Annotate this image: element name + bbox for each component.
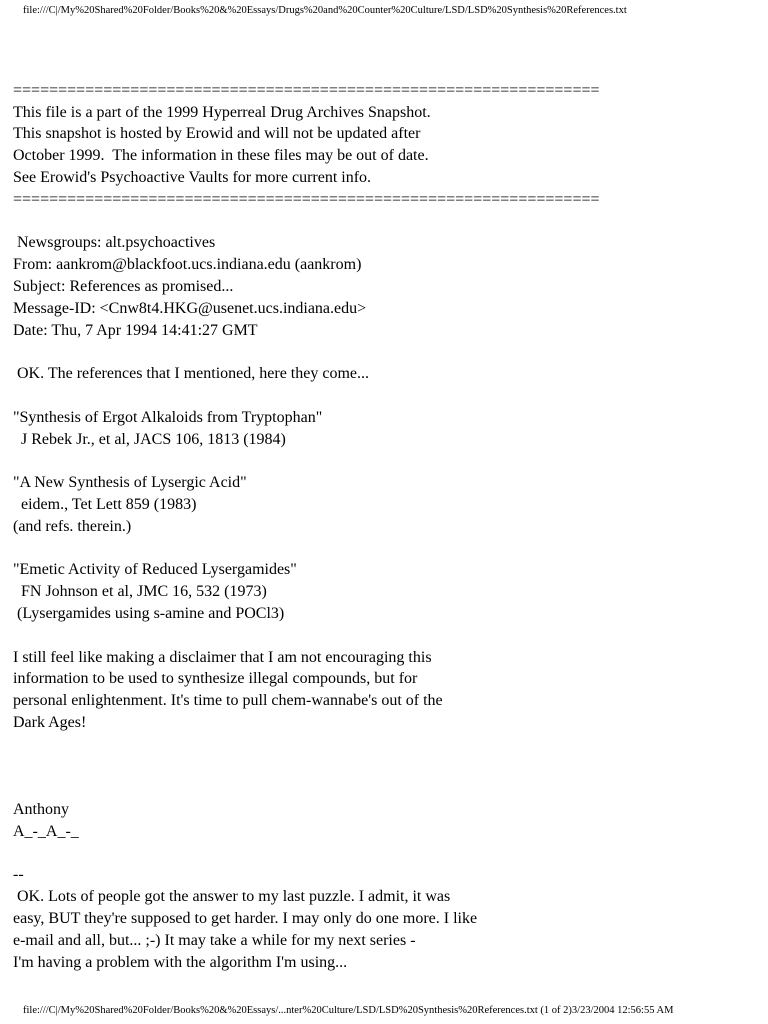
blank-line [13, 625, 753, 647]
separator-line: ================================================================= [13, 190, 600, 208]
signature-name: Anthony [13, 801, 69, 819]
snapshot-notice-line: October 1999. The information in these files may be out of date. [13, 147, 429, 165]
blank-line [13, 450, 753, 472]
blank-line [13, 756, 753, 778]
snapshot-notice-line: See Erowid's Psychoactive Vaults for more current info. [13, 168, 372, 186]
reference-citation: FN Johnson et al, JMC 16, 532 (1973) [13, 583, 267, 601]
puzzle-note-line: I'm having a problem with the algorithm I'm using... [13, 953, 348, 971]
disclaimer-line: personal enlightenment. It's time to pull chem-wannabe's out of the [13, 692, 443, 710]
snapshot-notice-line: This file is a part of the 1999 Hyperreal Drug Archives Snapshot. [13, 103, 431, 121]
from-header: From: aankrom@blackfoot.ucs.indiana.edu (aankrom) [13, 256, 362, 274]
intro-line: OK. The references that I mentioned, here they come... [13, 365, 369, 383]
reference-title: "Synthesis of Ergot Alkaloids from Tryptophan" [13, 408, 323, 426]
disclaimer-line: I still feel like making a disclaimer that I am not encouraging this [13, 648, 432, 666]
blank-line [13, 211, 753, 233]
date-header: Date: Thu, 7 Apr 1994 14:41:27 GMT [13, 321, 258, 339]
blank-line [13, 734, 753, 756]
puzzle-note-line: easy, BUT they're supposed to get harder. I may only do one more. I like [13, 910, 478, 928]
document-body [13, 58, 753, 973]
signature-separator: -- [13, 866, 24, 884]
message-id-header: Message-ID: <Cnw8t4.HKG@usenet.ucs.indiana.edu> [13, 299, 367, 317]
blank-line [13, 843, 753, 865]
puzzle-note-line: e-mail and all, but... ;-) It may take a while for my next series - [13, 931, 416, 949]
signature-mark: A_-_A_-_ [13, 822, 79, 840]
reference-note: (Lysergamides using s-amine and POCl3) [13, 604, 285, 622]
snapshot-notice-line: This snapshot is hosted by Erowid and will not be updated after [13, 125, 421, 143]
blank-line [13, 58, 753, 80]
reference-note: (and refs. therein.) [13, 517, 132, 535]
page-footer-url: file:///C|/My%20Shared%20Folder/Books%20&%20Essays/...nter%20Culture/LSD/LSD%20Synthesis%20References.txt (1 of 2)3/23/2004 12:56:55 AM [23, 1005, 674, 1016]
puzzle-note-line: OK. Lots of people got the answer to my last puzzle. I admit, it was [13, 888, 451, 906]
separator-line: ================================================================= [13, 81, 600, 99]
subject-header: Subject: References as promised... [13, 277, 234, 295]
blank-line [13, 341, 753, 363]
newsgroups-header: Newsgroups: alt.psychoactives [13, 234, 216, 252]
reference-citation: eidem., Tet Lett 859 (1983) [13, 495, 197, 513]
reference-title: "A New Synthesis of Lysergic Acid" [13, 474, 247, 492]
reference-citation: J Rebek Jr., et al, JACS 106, 1813 (1984) [13, 430, 286, 448]
blank-line [13, 777, 753, 799]
blank-line [13, 538, 753, 560]
page-header-url: file:///C|/My%20Shared%20Folder/Books%20&%20Essays/Drugs%20and%20Counter%20Culture/LSD/LSD%20Synthesis%20References.txt [23, 5, 627, 16]
blank-line [13, 385, 753, 407]
disclaimer-line: Dark Ages! [13, 713, 87, 731]
disclaimer-line: information to be used to synthesize illegal compounds, but for [13, 670, 418, 688]
reference-title: "Emetic Activity of Reduced Lysergamides" [13, 561, 297, 579]
